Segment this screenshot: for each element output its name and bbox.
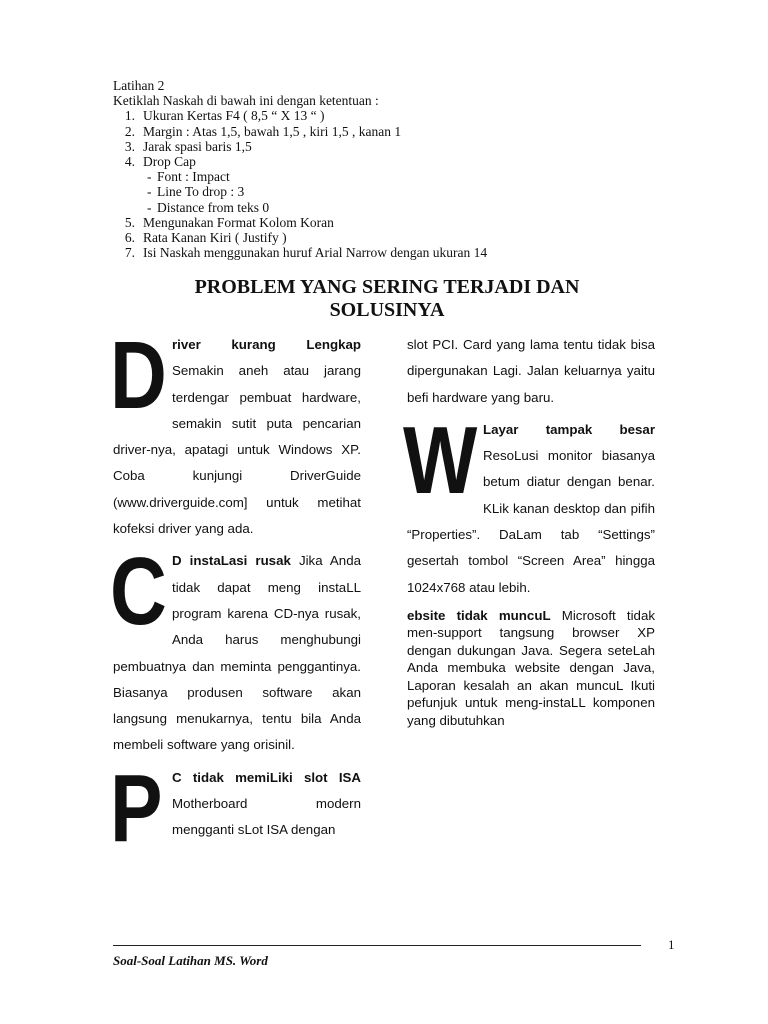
section-lead: river kurang Lengkap (172, 337, 361, 352)
sublist-item: - Line To drop : 3 (113, 184, 673, 199)
section-lead: Layar tampak besar (483, 421, 655, 437)
list-item: 7. Isi Naskah menggunakan huruf Arial Narrow dengan ukuran 14 (124, 245, 488, 261)
instructions-intro: Ketiklah Naskah di bawah ini dengan ketentuan : (113, 93, 379, 109)
list-item: 6. Rata Kanan Kiri ( Justify ) (124, 230, 287, 246)
exercise-title: Latihan 2 (113, 78, 165, 93)
section-lead: ebsite tidak muncuL (407, 607, 551, 623)
section-text: Microsoft tidak men-support tangsung browser XP dengan dukungan Java. Segera seteLah Anda membuka website dengan Java, Laporan kesalah an akan muncuL Ikuti pefunjuk untuk meng-instaLL komponen yang dibutuhkan (407, 607, 655, 728)
sublist-item: - Distance from teks 0 (113, 200, 673, 215)
section-text: Jika Anda tidak dapat meng instaLL program karena CD-nya rusak, Anda harus menghubungi pembuatnya dan meminta penggantinya. Biasanya produsen software akan langsung menukarnya, tentu bila Anda membeli software yang orisinil. (113, 553, 361, 753)
sublist-item: - Font : Impact (113, 169, 673, 184)
list-item: 2. Margin : Atas 1,5, bawah 1,5 , kiri 1,5 , kanan 1 (124, 123, 402, 139)
drop-cap: W (403, 406, 478, 514)
drop-cap: P (110, 754, 163, 862)
drop-cap: C (110, 538, 167, 646)
right-column (403, 332, 655, 729)
section-pc-slot (110, 754, 361, 862)
section-cd-install (110, 538, 361, 758)
list-item: 5. Mengunakan Format Kolom Koran (124, 214, 334, 230)
instructions-block (113, 78, 673, 260)
section-text: ResoLusi monitor biasanya betum diatur dengan benar. KLik kanan desktop dan pifih “Properties”. DaLam tab “Settings” gesertah tombol “Screen Area” hingga 1024x768 atau lebih. (407, 448, 655, 595)
section-pc-slot-continued: slot PCI. Card yang lama tentu tidak bisa dipergunakan Lagi. Jalan keluarnya yaitu befi hardware yang baru. (407, 337, 655, 405)
section-website (407, 607, 655, 730)
footer-divider (113, 945, 641, 946)
left-column (110, 322, 361, 862)
section-lead: C tidak memiLiki slot ISA (172, 769, 361, 785)
section-driver (110, 322, 361, 542)
article-title: PROBLEM YANG SERING TERJADI DAN SOLUSINYA (194, 276, 580, 321)
list-item: 3. Jarak spasi baris 1,5 (124, 138, 252, 154)
list-item: 1. Ukuran Kertas F4 ( 8,5 “ X 13 “ ) (124, 108, 325, 124)
section-screen (403, 406, 655, 601)
section-lead: D instaLasi rusak (172, 553, 291, 569)
list-item: 4. Drop Cap (124, 154, 196, 170)
footer-title: Soal-Soal Latihan MS. Word (113, 953, 268, 968)
instructions-list-continued (113, 215, 673, 261)
instructions-list (113, 108, 673, 169)
drop-cap: D (110, 322, 167, 429)
section-text: Motherboard modern mengganti sLot ISA dengan (172, 796, 361, 838)
section-text: Semakin aneh atau jarang terdengar pembuat hardware, semakin sutit puta pencarian driver-nya, apatagi untuk Windows XP. Coba kunjungi DriverGuide (www.driverguide.com] untuk metihat kofeksi driver yang ada. (113, 363, 361, 537)
page-number: 1 (668, 937, 675, 952)
dropcap-sublist (113, 169, 673, 215)
